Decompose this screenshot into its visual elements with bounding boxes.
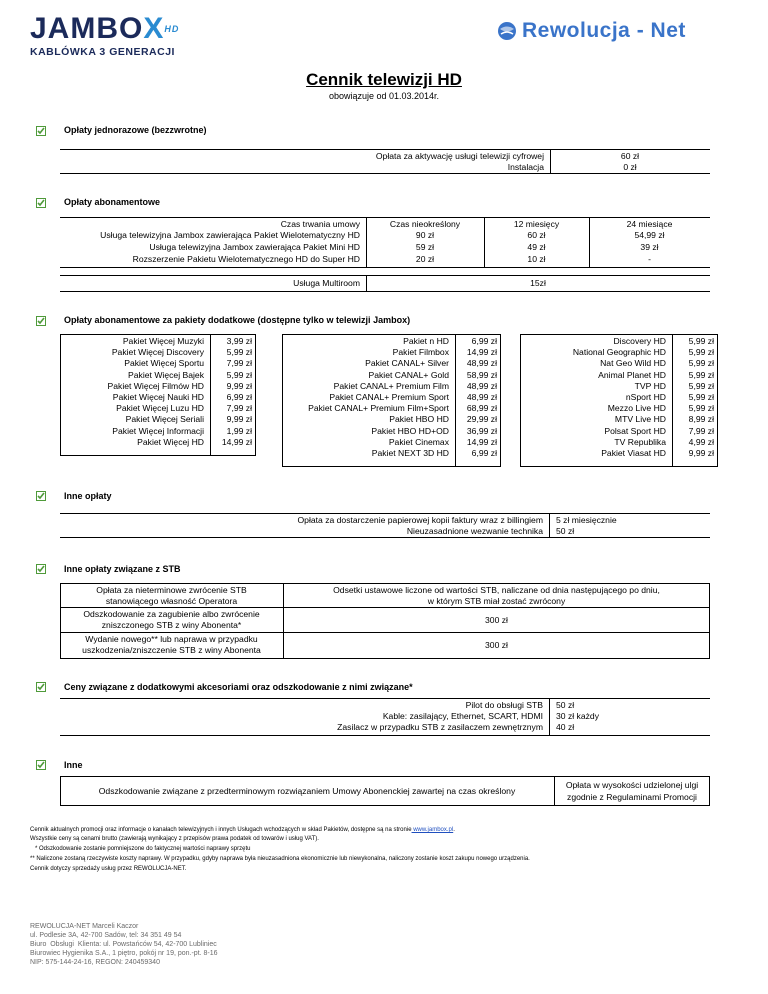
section-title-stb: Inne opłaty związane z STB	[64, 564, 181, 574]
globe-icon	[496, 20, 518, 42]
section-title-subscription: Opłaty abonamentowe	[64, 197, 161, 207]
addon-package-price: 29,99 zł	[466, 414, 497, 425]
multiroom-value: 15zł	[530, 278, 546, 288]
sub-col2: 49 zł	[527, 242, 546, 252]
addon-package-price: 9,99 zł	[226, 414, 252, 425]
addon-package-name: Pakiet Filmbox	[392, 347, 449, 358]
addon-package-name: Pakiet Więcej Informacji	[112, 425, 204, 436]
accessory-value: 40 zł	[556, 722, 575, 732]
addon-package-name: Pakiet CANAL+ Silver	[365, 358, 449, 369]
table-border	[60, 698, 710, 699]
addon-package-price: 14,99 zł	[221, 436, 252, 447]
jambox-link[interactable]: www.jambox.pl	[411, 827, 454, 833]
table-border	[60, 149, 710, 150]
multiroom-label: Usługa Multiroom	[293, 278, 360, 288]
footnote-line: Wszystkie ceny są cenami brutto (zawierają wynikający z przepisów prawa podatek od towarów i usług VAT).	[30, 836, 319, 842]
address-line: Biuro Obsługi Klienta: ul. Powstańców 54, 42-700 Lubliniec	[30, 941, 217, 948]
stb-label: uszkodzenia/zniszczenie STB z winy Abonenta	[82, 645, 261, 655]
table-divider	[455, 334, 456, 467]
rewolucja-logo-text: Rewolucja - Net	[522, 19, 686, 42]
addon-package-price: 9,99 zł	[688, 448, 714, 458]
table-divider	[672, 334, 673, 467]
section-title-addons: Opłaty abonamentowe za pakiety dodatkowe (dostępne tylko w telewizji Jambox)	[64, 315, 411, 325]
addon-package-name: MTV Live HD	[614, 414, 666, 425]
footnote-line: * Odszkodowanie zostanie pomniejszone do faktycznej wartości naprawy sprzętu	[30, 846, 251, 852]
section-title-other: Inne opłaty	[64, 491, 112, 501]
logo-subtitle: KABLÓWKA 3 GENERACJI	[30, 46, 175, 58]
other-label: Nieuzasadnione wezwanie technika	[406, 526, 543, 536]
stb-value: w którym STB miał zostać zwrócony	[427, 596, 566, 606]
addon-package-price: 1,99 zł	[226, 425, 252, 436]
addon-package-name: National Geographic HD	[572, 347, 666, 358]
addon-package-price: 7,99 zł	[688, 425, 714, 436]
sub-col3: 39 zł	[640, 242, 659, 252]
section-bullet-icon	[36, 682, 46, 692]
fee-label: Instalacja	[507, 162, 544, 172]
table-border	[60, 607, 710, 608]
table-border	[60, 291, 710, 292]
addon-package-name: Mezzo Live HD	[607, 403, 666, 414]
table-border	[60, 217, 710, 218]
addon-package-name: Pakiet Więcej HD	[137, 436, 204, 447]
footnote-text: Cennik aktualnych promocji oraz informacje o kanałach telewizyjnych i innych Usługach wchodzących w skład Pakietów, dostępne są na stronie	[30, 827, 412, 833]
addon-package-name: Pakiet Cinemax	[388, 436, 449, 447]
other-label: Opłata za dostarczenie papierowej kopii faktury wraz z billingiem	[297, 515, 543, 525]
sub-col1: Czas nieokreślony	[389, 219, 461, 229]
section-bullet-icon	[36, 760, 46, 770]
section-title-one-time: Opłaty jednorazowe (bezzwrotne)	[64, 125, 207, 135]
misc-value: Opłata w wysokości udzielonej ulgi	[565, 780, 699, 790]
address-line: Biurowiec Hygienika S.A., 1 piętro, pokój nr 19, pon.-pt. 8-16	[30, 950, 218, 957]
addon-package-name: Animal Planet HD	[598, 369, 666, 380]
addon-package-name: Pakiet CANAL+ Premium Sport	[329, 392, 449, 402]
addon-package-name: Polsat Sport HD	[604, 425, 666, 436]
addon-package-name: TV Republika	[614, 436, 666, 447]
logo-word-b: O	[119, 12, 144, 45]
sub-col2: 10 zł	[527, 254, 546, 264]
stb-label: stanowiącego własność Operatora	[105, 596, 238, 606]
table-border	[60, 632, 710, 633]
accessory-value: 30 zł każdy	[556, 711, 599, 721]
table-border	[60, 513, 710, 514]
table-divider	[549, 698, 550, 736]
sub-col1: 90 zł	[415, 230, 435, 240]
table-border	[60, 537, 710, 538]
section-title-accessories: Ceny związane z dodatkowymi akcesoriami oraz odszkodowanie z nimi związane*	[64, 682, 413, 692]
addon-package-price: 5,99 zł	[688, 392, 714, 402]
footnote-line: Cennik dotyczy sprzedaży usług przez REWOLUCJA-NET.	[30, 866, 187, 872]
page-title: Cennik telewizji HD	[306, 70, 462, 89]
stb-label: Wydanie nowego** lub naprawa w przypadku	[85, 634, 258, 644]
table-divider	[210, 334, 211, 456]
accessory-label: Kable: zasilający, Ethernet, SCART, HDMI	[382, 711, 543, 721]
addon-package-price: 14,99 zł	[466, 436, 497, 447]
sub-col3: 54,99 zł	[634, 230, 665, 240]
table-border	[60, 275, 710, 276]
addon-package-price: 3,99 zł	[226, 336, 252, 346]
jambox-logo	[30, 14, 180, 64]
addon-package-price: 8,99 zł	[688, 414, 714, 425]
fee-label: Opłata za aktywację usługi telewizji cyfrowej	[375, 151, 544, 161]
addon-package-price: 68,99 zł	[466, 403, 497, 414]
addon-package-price: 5,99 zł	[688, 380, 714, 391]
sub-col3: 24 miesiące	[626, 219, 673, 229]
footnote-line	[30, 826, 455, 834]
table-border	[60, 267, 710, 268]
section-bullet-icon	[36, 491, 46, 501]
addon-package-price: 36,99 zł	[466, 425, 497, 436]
addon-package-name: Pakiet Więcej Nauki HD	[112, 392, 204, 402]
section-bullet-icon	[36, 126, 46, 136]
logo-word-c: X	[143, 12, 165, 45]
sub-label: Czas trwania umowy	[280, 219, 360, 229]
accessory-label: Zasilacz w przypadku STB z zasilaczem zewnętrznym	[337, 722, 543, 732]
sub-col1: 20 zł	[415, 254, 435, 264]
addon-package-price: 7,99 zł	[226, 358, 252, 369]
addon-package-price: 5,99 zł	[226, 347, 252, 358]
addon-package-price: 6,99 zł	[471, 448, 497, 458]
section-bullet-icon	[36, 564, 46, 574]
addon-package-price: 14,99 zł	[466, 347, 497, 358]
table-divider	[549, 513, 550, 538]
addon-package-name: Discovery HD	[613, 336, 666, 346]
section-bullet-icon	[36, 316, 46, 326]
addon-package-name: Pakiet CANAL+ Premium Film	[333, 380, 449, 391]
addon-package-price: 6,99 zł	[226, 392, 252, 402]
sub-col3: -	[648, 254, 651, 264]
addon-package-price: 5,99 zł	[688, 369, 714, 380]
addon-package-name: Pakiet Więcej Sportu	[124, 358, 204, 369]
addon-package-name: Pakiet HBO HD+OD	[371, 425, 449, 436]
rewolucja-logo	[496, 16, 746, 46]
addon-package-name: Pakiet Więcej Luzu HD	[116, 403, 204, 414]
addon-package-price: 5,99 zł	[688, 347, 714, 358]
addon-package-name: Pakiet Więcej Discovery	[111, 347, 204, 358]
fee-value: 0 zł	[623, 162, 637, 172]
addon-package-name: Pakiet n HD	[403, 336, 449, 346]
address-line: ul. Podlesie 3A, 42-700 Sadów, tel: 34 351 49 54	[30, 932, 182, 939]
accessory-value: 50 zł	[556, 700, 575, 710]
accessory-label: Pilot do obsługi STB	[465, 700, 543, 710]
sub-label: Rozszerzenie Pakietu Wielotematycznego HD do Super HD	[132, 254, 360, 264]
misc-value: zgodnie z Regulaminami Promocji	[567, 792, 697, 802]
footnote-text: .	[453, 827, 455, 833]
addon-package-price: 58,99 zł	[466, 369, 497, 380]
stb-label: Odszkodowanie za zagubienie albo zwrócenie	[83, 609, 260, 619]
addon-package-price: 6,99 zł	[471, 336, 497, 346]
sub-label: Usługa telewizyjna Jambox zawierająca Pakiet Mini HD	[149, 242, 360, 252]
address-line: REWOLUCJA-NET Marceli Kaczor	[30, 923, 139, 930]
addon-package-price: 5,99 zł	[226, 369, 252, 380]
addon-package-name: Pakiet Więcej Bajek	[128, 369, 204, 380]
addon-package-price: 48,99 zł	[466, 392, 497, 402]
sub-col1: 59 zł	[415, 242, 435, 252]
sub-label: Usługa telewizyjna Jambox zawierająca Pakiet Wielotematyczny HD	[100, 230, 360, 240]
other-value: 50 zł	[556, 526, 575, 536]
address-line: NIP: 575-144-24-16, REGON: 240459340	[30, 959, 160, 966]
addon-package-name: Pakiet Więcej Filmów HD	[107, 380, 204, 391]
stb-value: Odsetki ustawowe liczone od wartości STB, naliczane od dnia następującego po dniu,	[333, 585, 660, 595]
addon-package-price: 7,99 zł	[226, 403, 252, 414]
addon-package-price: 5,99 zł	[688, 403, 714, 414]
page-subtitle: obowiązuje od 01.03.2014r.	[328, 91, 440, 101]
addon-package-name: Nat Geo Wild HD	[600, 358, 666, 369]
addon-package-price: 48,99 zł	[466, 380, 497, 391]
stb-value: 300 zł	[485, 640, 508, 650]
stb-value: 300 zł	[485, 615, 508, 625]
logo-hd: HD	[164, 24, 180, 34]
addon-package-name: Pakiet CANAL+ Premium Film+Sport	[308, 403, 449, 414]
addon-package-price: 9,99 zł	[226, 380, 252, 391]
other-value: 5 zł miesięcznie	[556, 515, 617, 525]
addon-package-name: Pakiet Więcej Seriali	[125, 414, 204, 425]
addon-package-name: TVP HD	[634, 380, 666, 391]
addon-package-name: nSport HD	[625, 392, 666, 402]
stb-label: zniszczonego STB z winy Abonenta*	[101, 620, 242, 630]
addon-package-name: Pakiet Więcej Muzyki	[122, 336, 204, 346]
footnote-line: ** Naliczone zostaną rzeczywiste koszty naprawy. W przypadku, gdyby naprawa była nieuzasadniona ekonomicznie lub niewykonalna, naliczony zostanie koszt zakupu nowego urządzenia.	[30, 856, 530, 862]
addon-package-price: 5,99 zł	[688, 358, 714, 369]
addon-package-name: Pakiet Viasat HD	[601, 448, 666, 458]
addon-package-price: 5,99 zł	[688, 336, 714, 346]
addon-package-price: 48,99 zł	[466, 358, 497, 369]
misc-label: Odszkodowanie związane z przedterminowym rozwiązaniem Umowy Abonenckiej zawartej na czas określony	[98, 786, 516, 796]
stb-label: Opłata za nieterminowe zwrócenie STB	[96, 585, 247, 595]
logo-word-a: JAMB	[30, 12, 120, 45]
sub-col2: 12 miesięcy	[513, 219, 560, 229]
fee-value: 60 zł	[620, 151, 640, 161]
addon-package-name: Pakiet NEXT 3D HD	[371, 448, 449, 458]
addon-package-price: 4,99 zł	[688, 436, 714, 447]
addon-package-name: Pakiet HBO HD	[389, 414, 449, 425]
section-bullet-icon	[36, 198, 46, 208]
section-title-misc: Inne	[64, 760, 83, 770]
table-border	[60, 173, 710, 174]
addon-package-name: Pakiet CANAL+ Gold	[368, 369, 449, 380]
sub-col2: 60 zł	[527, 230, 546, 240]
table-border	[60, 735, 710, 736]
